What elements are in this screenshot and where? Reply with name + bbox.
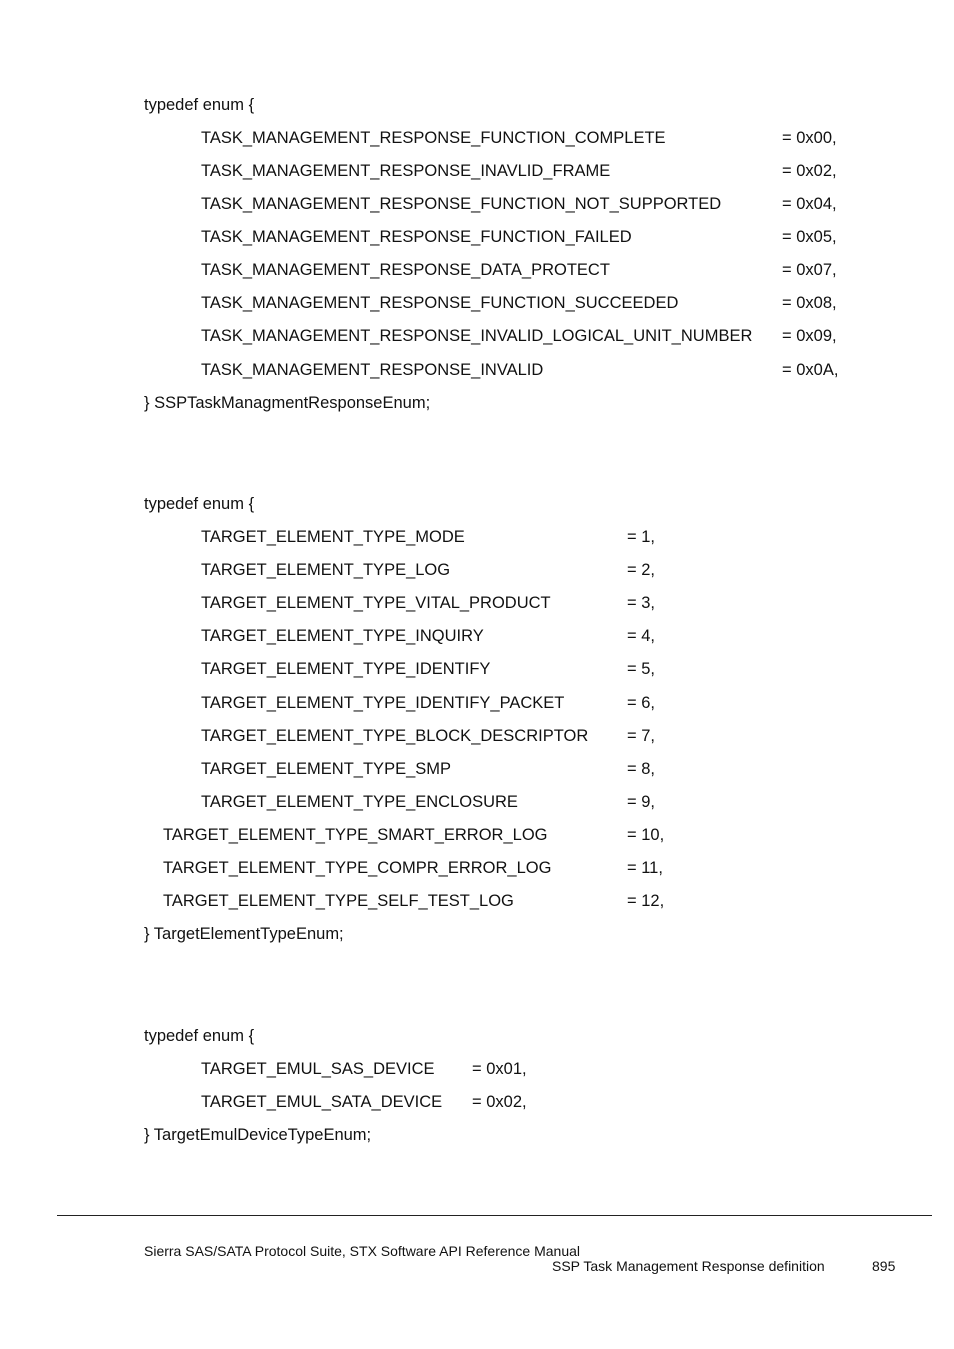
footer-manual-title: Sierra SAS/SATA Protocol Suite, STX Software API Reference Manual	[144, 1243, 581, 1259]
enum2-entry-value: = 12,	[627, 892, 665, 910]
enum2-entry-name: TARGET_ELEMENT_TYPE_MODE	[201, 528, 465, 546]
enum1-entry-name: TASK_MANAGEMENT_RESPONSE_FUNCTION_SUCCEEDED	[201, 294, 679, 312]
enum2-entry-name: TARGET_ELEMENT_TYPE_SELF_TEST_LOG	[163, 892, 514, 910]
enum2-entry-name: TARGET_ELEMENT_TYPE_VITAL_PRODUCT	[201, 594, 551, 612]
enum3-entry-value: = 0x02,	[472, 1093, 527, 1111]
enum2-entry-name: TARGET_ELEMENT_TYPE_SMP	[201, 760, 452, 778]
enum3-open: typedef enum {	[144, 1027, 255, 1045]
enum3-close: } TargetEmulDeviceTypeEnum;	[144, 1126, 372, 1144]
enum3-entry-value: = 0x01,	[472, 1060, 527, 1078]
enum2-entry-value: = 4,	[627, 627, 655, 645]
enum2-entry-value: = 6,	[627, 694, 655, 712]
enum2-entry-value: = 1,	[627, 528, 655, 546]
footer-section-title: SSP Task Management Response definition	[552, 1258, 825, 1274]
enum3-entry-name: TARGET_EMUL_SAS_DEVICE	[201, 1060, 435, 1078]
enum2-entry-name: TARGET_ELEMENT_TYPE_INQUIRY	[201, 627, 484, 645]
enum2-open: typedef enum {	[144, 495, 255, 513]
enum2-entry-name: TARGET_ELEMENT_TYPE_BLOCK_DESCRIPTOR	[201, 727, 589, 745]
enum2-entry-name: TARGET_ELEMENT_TYPE_IDENTIFY	[201, 660, 491, 678]
enum2-entry-name: TARGET_ELEMENT_TYPE_IDENTIFY_PACKET	[201, 694, 565, 712]
enum3-entry-name: TARGET_EMUL_SATA_DEVICE	[201, 1093, 443, 1111]
enum1-entry-value: = 0x07,	[782, 261, 837, 279]
enum1-close: } SSPTaskManagmentResponseEnum;	[144, 394, 431, 412]
enum2-close: } TargetElementTypeEnum;	[144, 925, 344, 943]
enum1-entry-value: = 0x00,	[782, 129, 837, 147]
enum1-entry-name: TASK_MANAGEMENT_RESPONSE_DATA_PROTECT	[201, 261, 610, 279]
enum1-entry-value: = 0x04,	[782, 195, 837, 213]
page-number: 895	[872, 1258, 896, 1274]
enum1-entry-value: = 0x0A,	[782, 361, 839, 379]
enum2-entry-value: = 10,	[627, 826, 665, 844]
enum2-entry-name: TARGET_ELEMENT_TYPE_SMART_ERROR_LOG	[163, 826, 548, 844]
enum1-entry-name: TASK_MANAGEMENT_RESPONSE_FUNCTION_NOT_SUPPORTED	[201, 195, 722, 213]
enum1-entry-name: TASK_MANAGEMENT_RESPONSE_FUNCTION_FAILED	[201, 228, 632, 246]
enum2-entry-value: = 9,	[627, 793, 655, 811]
enum1-entry-value: = 0x09,	[782, 327, 837, 345]
enum2-entry-value: = 11,	[627, 859, 663, 877]
enum1-entry-name: TASK_MANAGEMENT_RESPONSE_INVALID	[201, 361, 544, 379]
enum2-entry-name: TARGET_ELEMENT_TYPE_COMPR_ERROR_LOG	[163, 859, 552, 877]
enum1-entry-value: = 0x02,	[782, 162, 837, 180]
enum2-entry-value: = 8,	[627, 760, 655, 778]
enum1-entry-name: TASK_MANAGEMENT_RESPONSE_INVALID_LOGICAL_UNIT_NUMBER	[201, 327, 753, 345]
enum2-entry-name: TARGET_ELEMENT_TYPE_LOG	[201, 561, 451, 579]
enum1-entry-value: = 0x05,	[782, 228, 837, 246]
enum2-entry-name: TARGET_ELEMENT_TYPE_ENCLOSURE	[201, 793, 518, 811]
enum1-open: typedef enum {	[144, 96, 255, 114]
enum2-entry-value: = 7,	[627, 727, 655, 745]
enum1-entry-name: TASK_MANAGEMENT_RESPONSE_FUNCTION_COMPLETE	[201, 129, 666, 147]
enum2-entry-value: = 2,	[627, 561, 655, 579]
enum1-entry-value: = 0x08,	[782, 294, 837, 312]
enum2-entry-value: = 5,	[627, 660, 655, 678]
enum1-entry-name: TASK_MANAGEMENT_RESPONSE_INAVLID_FRAME	[201, 162, 611, 180]
enum2-entry-value: = 3,	[627, 594, 655, 612]
footer-divider	[57, 1215, 932, 1216]
